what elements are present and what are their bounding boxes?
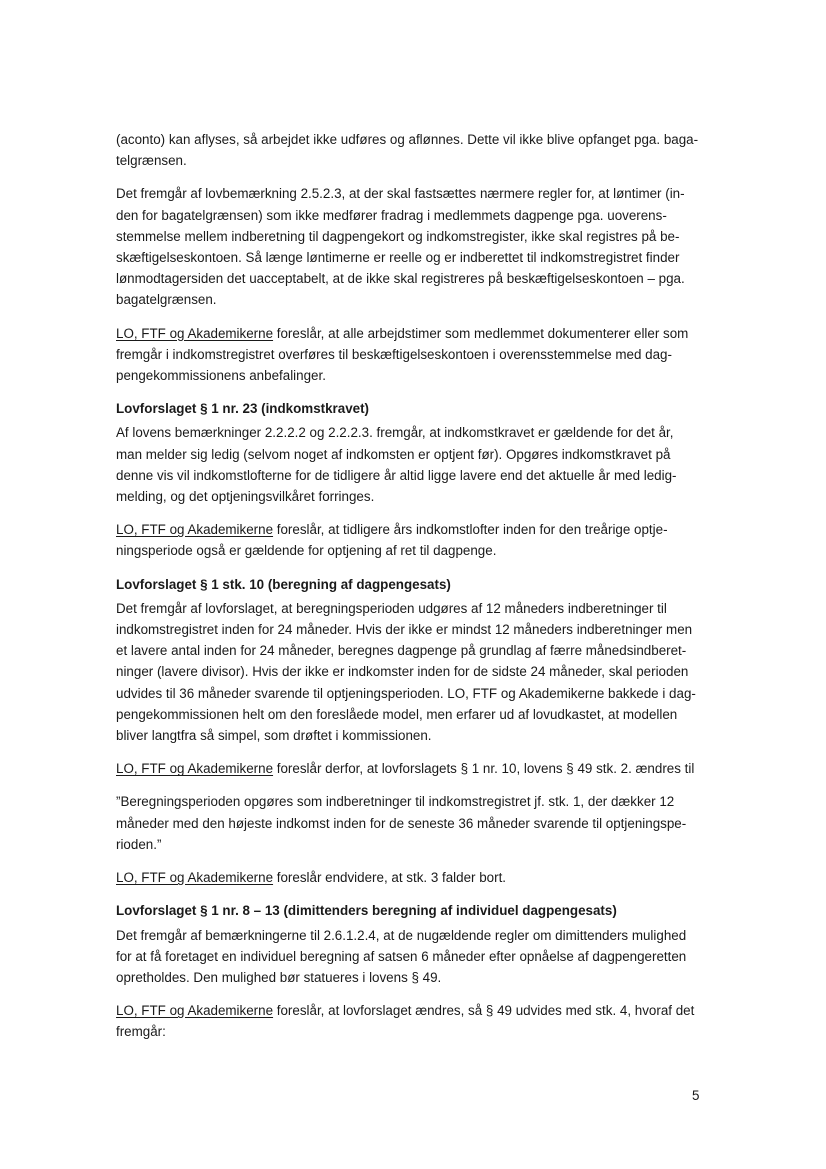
paragraph [116, 867, 706, 888]
paragraph [116, 323, 706, 387]
section-heading: Lovforslaget § 1 nr. 8 – 13 (dimittenders beregning af individuel dagpengesats) [116, 903, 617, 919]
org-name: LO, FTF og Akademikerne [116, 1003, 274, 1019]
paragraph [116, 758, 706, 779]
paragraph-text: Det fremgår af bemærkningerne til 2.6.1.2.4, at de nugældende regler om dimittenders mulighed for at få foretaget en individuel beregning af satsen 6 måneder efter opnåelse af dagpengeretten opretholdes. Den mulighed bør statueres i lovens § 49. [116, 927, 687, 985]
paragraph [116, 925, 706, 989]
section-heading: Lovforslaget § 1 nr. 23 (indkomstkravet) [116, 401, 370, 417]
paragraph-text: (aconto) kan aflyses, så arbejdet ikke udføres og aflønnes. Dette vil ikke blive opfanget pga. baga- telgrænsen. [116, 132, 699, 169]
org-name: LO, FTF og Akademikerne [116, 325, 274, 341]
paragraph-text: Af lovens bemærkninger 2.2.2.2 og 2.2.2.3. fremgår, at indkomstkravet er gældende for det år, man melder sig ledig (selvom noget af indkomsten er optjent før). Opgøres indkomstkravet på denne vis vil indkomstlofterne for de tidligere år altid ligge lavere end det aktuelle år med ledig- melding, og det optjeningsvilkåret forringes. [116, 425, 677, 505]
paragraph-text: foreslår endvidere, at stk. 3 falder bort. [273, 870, 507, 886]
paragraph [116, 519, 706, 561]
paragraph [116, 183, 706, 310]
document-body [116, 129, 706, 1055]
org-name: LO, FTF og Akademikerne [116, 761, 274, 777]
paragraph [116, 129, 706, 171]
paragraph-text: foreslår, at tidligere års indkomstlofter inden for den treårige optje- ningsperiode også er gældende for optjening af ret til dagpenge. [116, 522, 668, 559]
section-heading: Lovforslaget § 1 stk. 10 (beregning af dagpengesats) [116, 576, 451, 592]
org-name: LO, FTF og Akademikerne [116, 870, 274, 886]
org-name: LO, FTF og Akademikerne [116, 522, 274, 538]
quoted-paragraph [116, 791, 706, 855]
paragraph-text: foreslår, at alle arbejdstimer som medlemmet dokumenterer eller som fremgår i indkomstregistret overføres til beskæftigelseskontoen i overensstemmelse med dag- pengekommissionens anbefalinger. [116, 325, 689, 384]
paragraph-text: ”Beregningsperioden opgøres som indberetninger til indkomstregistret jf. stk. 1, der dækker 12 måneder med den højeste indkomst inden for de seneste 36 måneder svarende til optjeningspe- rioden.” [116, 794, 687, 852]
page-number: 5 [692, 1088, 700, 1103]
paragraph-text: foreslår, at lovforslaget ændres, så § 49 udvides med stk. 4, hvoraf det fremgår: [116, 1003, 695, 1040]
paragraph-text: Det fremgår af lovforslaget, at beregningsperioden udgøres af 12 måneders indberetninger til indkomstregistret inden for 24 måneder. Hvis der ikke er mindst 12 måneders indberetninger men et lavere antal inden for 24 måneder, beregnes dagpenge på grundlag af færre månedsindberet- ninger (lavere divisor). Hvis der ikke er indkomster inden for de sidste 24 måneder, skal perioden udvides til 36 måneder svarende til optjeningsperioden. LO, FTF og Akademikerne bakkede i dag- pengekommissionen helt om den foreslåede model, men erfarer ud af lovudkastet, at modellen bliver langtfra så simpel, som drøftet i kommissionen. [116, 600, 696, 744]
paragraph [116, 1000, 706, 1042]
paragraph [116, 422, 706, 507]
paragraph [116, 598, 706, 746]
paragraph-text: Det fremgår af lovbemærkning 2.5.2.3, at der skal fastsættes nærmere regler for, at løntimer (in- den for bagatelgrænsen) som ikke medfører fradrag i medlemmets dagpenge pga. uoverens- stemmelse mellem indberetning til dagpengekort og indkomstregister, ikke skal registres på be- skæftigelseskontoen. Så længe løntimerne er reelle og er indberettet til indkomstregistret finder lønmodtagersiden det uacceptabelt, at de ikke skal registreres på beskæftigelseskontoen – pga. bagatelgrænsen. [116, 186, 685, 308]
paragraph-text: foreslår derfor, at lovforslagets § 1 nr. 10, lovens § 49 stk. 2. ændres til [273, 761, 695, 777]
